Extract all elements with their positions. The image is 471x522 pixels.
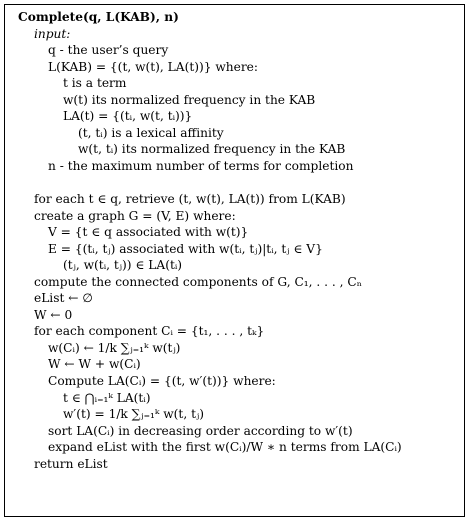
algorithm-line: eList ← ∅ [34, 291, 93, 306]
algorithm-line: w(t) its normalized frequency in the KAB [63, 92, 316, 107]
algorithm-line: input: [34, 26, 71, 41]
algorithm-line: return eList [34, 456, 108, 471]
algorithm-line: n - the maximum number of terms for completion [48, 158, 354, 173]
algorithm-line: create a graph G = (V, E) where: [34, 208, 236, 223]
algorithm-line: w(Cᵢ) ← 1/k ∑ⱼ₌₁ᵏ w(tⱼ) [48, 340, 181, 355]
algorithm-line: L(KAB) = {(t, w(t), LA(t))} where: [48, 59, 258, 74]
algorithm-line: q - the user’s query [48, 43, 169, 58]
algorithm-body [18, 26, 463, 473]
algorithm-line: W ← W + w(Cᵢ) [48, 357, 141, 372]
algorithm-line: for each t ∈ q, retrieve (t, w(t), LA(t)) from L(KAB) [34, 192, 346, 207]
algorithm-line: E = {(tᵢ, tⱼ) associated with w(tᵢ, tⱼ)|tᵢ, tⱼ ∈ V} [48, 241, 323, 256]
algorithm-line: w(t, tᵢ) its normalized frequency in the KAB [78, 142, 346, 157]
algorithm-line: w′(t) = 1/k ∑ⱼ₌₁ᵏ w(t, tⱼ) [63, 407, 204, 422]
algorithm-line: t ∈ ⋂ᵢ₌₁ᵏ LA(tᵢ) [63, 390, 151, 405]
algorithm-line: expand eList with the first w(Cᵢ)/W ∗ n terms from LA(Cᵢ) [48, 440, 402, 455]
algorithm-line: t is a term [63, 76, 127, 91]
algorithm-line: for each component Cᵢ = {t₁, . . . , tₖ} [34, 324, 265, 339]
algorithm-line: (t, tᵢ) is a lexical affinity [78, 125, 224, 140]
algorithm-listing [18, 9, 463, 472]
algorithm-line: LA(t) = {(tᵢ, w(t, tᵢ))} [63, 109, 193, 124]
algorithm-line: Compute LA(Cᵢ) = {(t, w′(t))} where: [48, 374, 276, 389]
algorithm-title: Complete(q, L(KAB), n) [18, 10, 179, 24]
algorithm-line: V = {t ∈ q associated with w(t)} [48, 225, 249, 240]
blank-line [18, 174, 463, 191]
algorithm-line: sort LA(Cᵢ) in decreasing order according to w′(t) [48, 423, 353, 438]
algorithm-line: compute the connected components of G, C₁, . . . , Cₙ [34, 274, 362, 289]
algorithm-line: (tⱼ, w(tᵢ, tⱼ)) ∈ LA(tᵢ) [63, 258, 183, 273]
algorithm-line: W ← 0 [34, 307, 73, 322]
